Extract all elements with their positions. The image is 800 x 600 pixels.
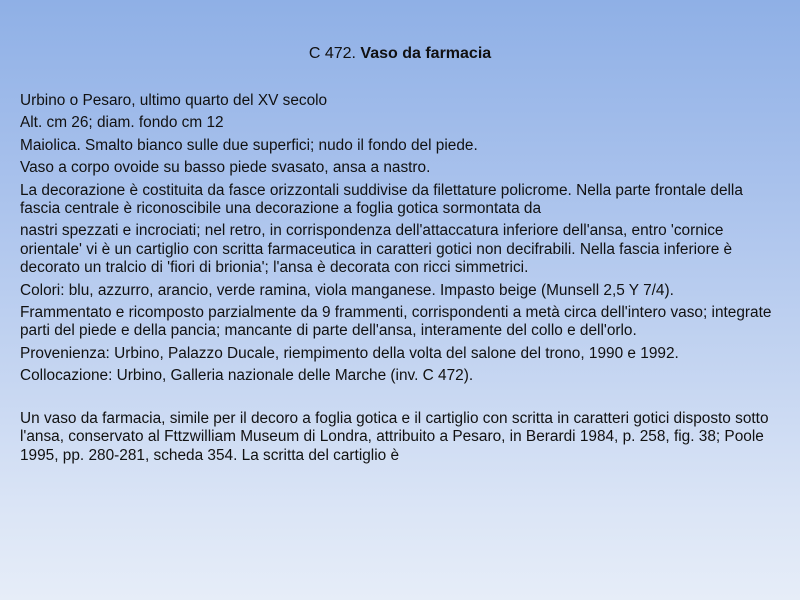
decoration-paragraph: La decorazione è costituita da fasce orizzontali suddivise da filettature policrome. Nella parte frontale della fascia centrale è riconoscibile una decorazione a foglia gotica sormontata da <box>20 181 743 218</box>
material-paragraph: Maiolica. Smalto bianco sulle due superfici; nudo il fondo del piede. <box>20 136 478 154</box>
document-title <box>0 44 800 64</box>
document-body <box>20 92 784 469</box>
location-paragraph: Collocazione: Urbino, Galleria nazionale delle Marche (inv. C 472). <box>20 367 474 385</box>
object-title: Vaso da farmacia <box>360 45 492 62</box>
dimensions-paragraph: Alt. cm 26; diam. fondo cm 12 <box>20 114 224 132</box>
dating-paragraph: Urbino o Pesaro, ultimo quarto del XV secolo <box>20 92 328 109</box>
provenance-paragraph: Provenienza: Urbino, Palazzo Ducale, riempimento della volta del salone del trono, 1990 e 1992. <box>20 344 679 362</box>
shape-paragraph: Vaso a corpo ovoide su basso piede svasato, ansa a nastro. <box>20 159 431 177</box>
decoration-continued-paragraph: nastri spezzati e incrociati; nel retro, in corrispondenza dell'attaccatura inferiore dell'ansa, entro 'cornice orientale' vi è un cartiglio con scritta farmaceutica in caratteri gotici non decifrabili. Nella fascia inferiore è decorato un tralcio di 'fiori di brionia'; l'ansa è decorata con ricci simmetrici. <box>20 222 733 277</box>
comparison-paragraph: Un vaso da farmacia, simile per il decoro a foglia gotica e il cartiglio con scritta in caratteri gotici disposto sotto l'ansa, conservato al Fttzwilliam Museum di Londra, attribuito a Pesaro, in Berardi 1984, p. 258, fig. 38; Poole 1995, pp. 280-281, scheda 354. La scritta del cartiglio è <box>20 409 769 464</box>
colors-paragraph: Colori: blu, azzurro, arancio, verde ramina, viola manganese. Impasto beige (Munsell 2,5 Y 7/4). <box>20 281 674 299</box>
condition-paragraph: Frammentato e ricomposto parzialmente da 9 frammenti, corrispondenti a metà circa dell'intero vaso; integrate parti del piede e della pancia; mancante di parte dell'ansa, interamente del collo e dell'orlo. <box>20 304 772 340</box>
catalog-code: C 472. <box>308 45 356 62</box>
